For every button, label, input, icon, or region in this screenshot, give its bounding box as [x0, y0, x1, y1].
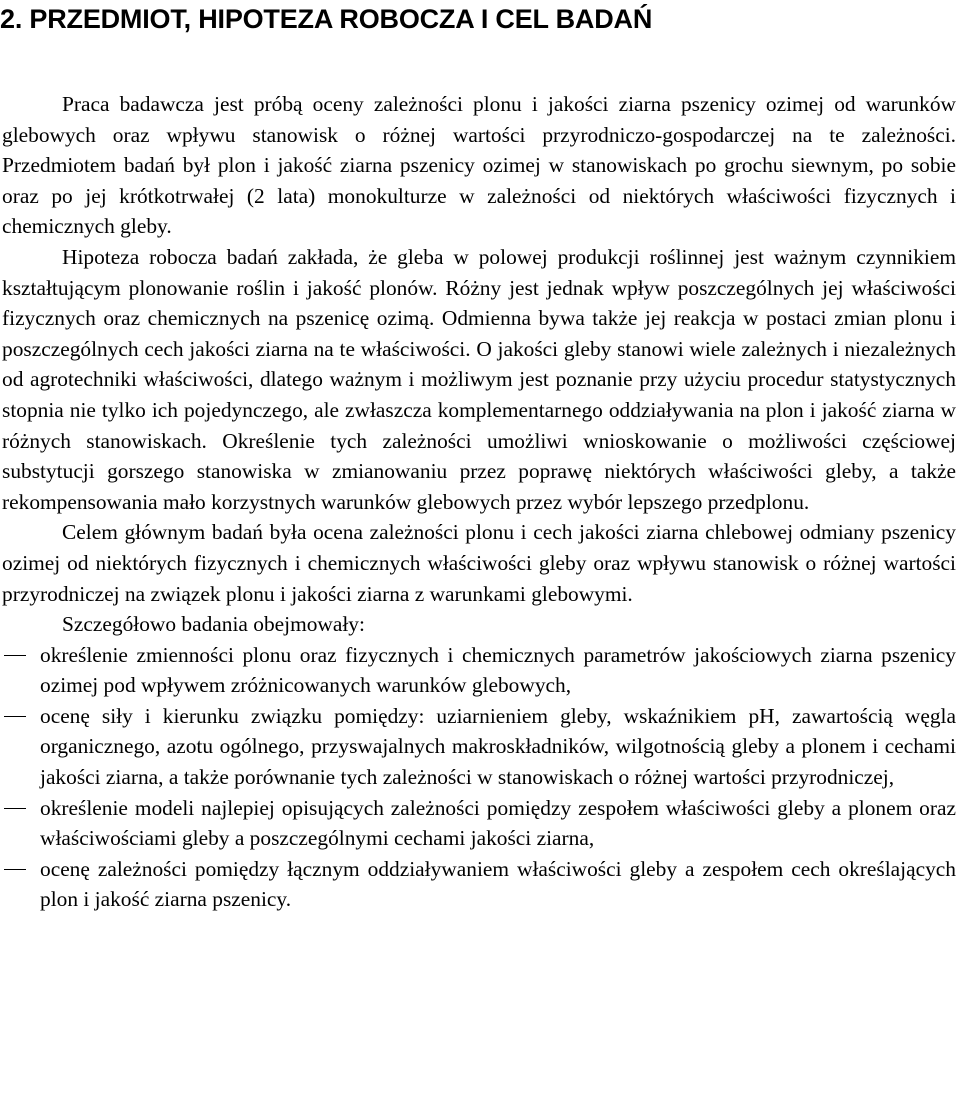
- paragraph-goal: Celem głównym badań była ocena zależności plonu i cech jakości ziarna chlebowej odmiany pszenicy ozimej od niektórych fizycznych i chemicznych właściwości gleby oraz wpływu stanowisk o różnej wartości przyrodniczej na związek plonu i jakości ziarna z warunkami glebowymi.: [2, 520, 956, 606]
- list-item-text: ocenę siły i kierunku związku pomiędzy: uziarnieniem gleby, wskaźnikiem pH, zawartością węgla organicznego, azotu ogólnego, przyswajalnych makroskładników, wilgotnością gleby a plonem i cechami jakości ziarna, a także porównanie tych zależności w stanowiskach o różnej wartości przyrodniczej,: [40, 703, 956, 790]
- list-item: [2, 793, 956, 854]
- dash-bullet-icon: [4, 808, 26, 809]
- list-item-text: określenie modeli najlepiej opisujących zależności pomiędzy zespołem właściwości gleby a plonem oraz właściwościami gleby a poszczególnymi cechami jakości ziarna,: [40, 795, 956, 851]
- paragraph-subject: Praca badawcza jest próbą oceny zależności plonu i jakości ziarna pszenicy ozimej od warunków glebowych oraz wpływu stanowisk o różnej wartości przyrodniczo-gospodarczej na te zależności. Przedmiotem badań był plon i jakość ziarna pszenicy ozimej w stanowiskach po grochu siewnym, po sobie oraz po jej krótkotrwałej (2 lata) monokulturze w zależności od niektórych właściwości fizycznych i chemicznych gleby.: [2, 92, 956, 239]
- paragraph-hypothesis: Hipoteza robocza badań zakłada, że gleba w polowej produkcji roślinnej jest ważnym czynnikiem kształtującym plonowanie roślin i jakość plonów. Różny jest jednak wpływ poszczególnych jej właściwości fizycznych oraz chemicznych na pszenicę ozimą. Odmienna bywa także jej reakcja w postaci zmian plonu i poszczególnych cech jakości ziarna na te właściwości. O jakości gleby stanowi wiele zależnych i niezależnych od agrotechniki właściwości, dlatego ważnym i możliwym jest poznanie przy użyciu procedur statystycznych stopnia nie tylko ich pojedynczego, ale zwłaszcza komplementarnego oddziaływania na plon i jakość ziarna w różnych stanowiskach. Określenie tych zależności umożliwi wnioskowanie o możliwości częściowej substytucji gorszego stanowiska w zmianowaniu przez poprawę niektórych właściwości gleby, a także rekompensowania mało korzystnych warunków glebowych przez wybór lepszego przedplonu.: [2, 244, 956, 514]
- dash-bullet-icon: [4, 716, 26, 717]
- objectives-list: [2, 640, 956, 915]
- list-item: [2, 701, 956, 793]
- dash-bullet-icon: [4, 869, 26, 870]
- list-item-text: ocenę zależności pomiędzy łącznym oddziaływaniem właściwości gleby a zespołem cech określających plon i jakość ziarna pszenicy.: [40, 856, 956, 912]
- dash-bullet-icon: [4, 655, 26, 656]
- section-heading: 2. PRZEDMIOT, HIPOTEZA ROBOCZA I CEL BADAŃ: [0, 4, 653, 34]
- list-item-text: określenie zmienności plonu oraz fizycznych i chemicznych parametrów jakościowych ziarna pszenicy ozimej pod wpływem zróżnicowanych warunków glebowych,: [40, 642, 956, 698]
- section-body: [2, 89, 956, 915]
- paragraph-detail-intro: Szczegółowo badania obejmowały:: [62, 612, 365, 637]
- list-item: [2, 640, 956, 701]
- list-item: [2, 854, 956, 915]
